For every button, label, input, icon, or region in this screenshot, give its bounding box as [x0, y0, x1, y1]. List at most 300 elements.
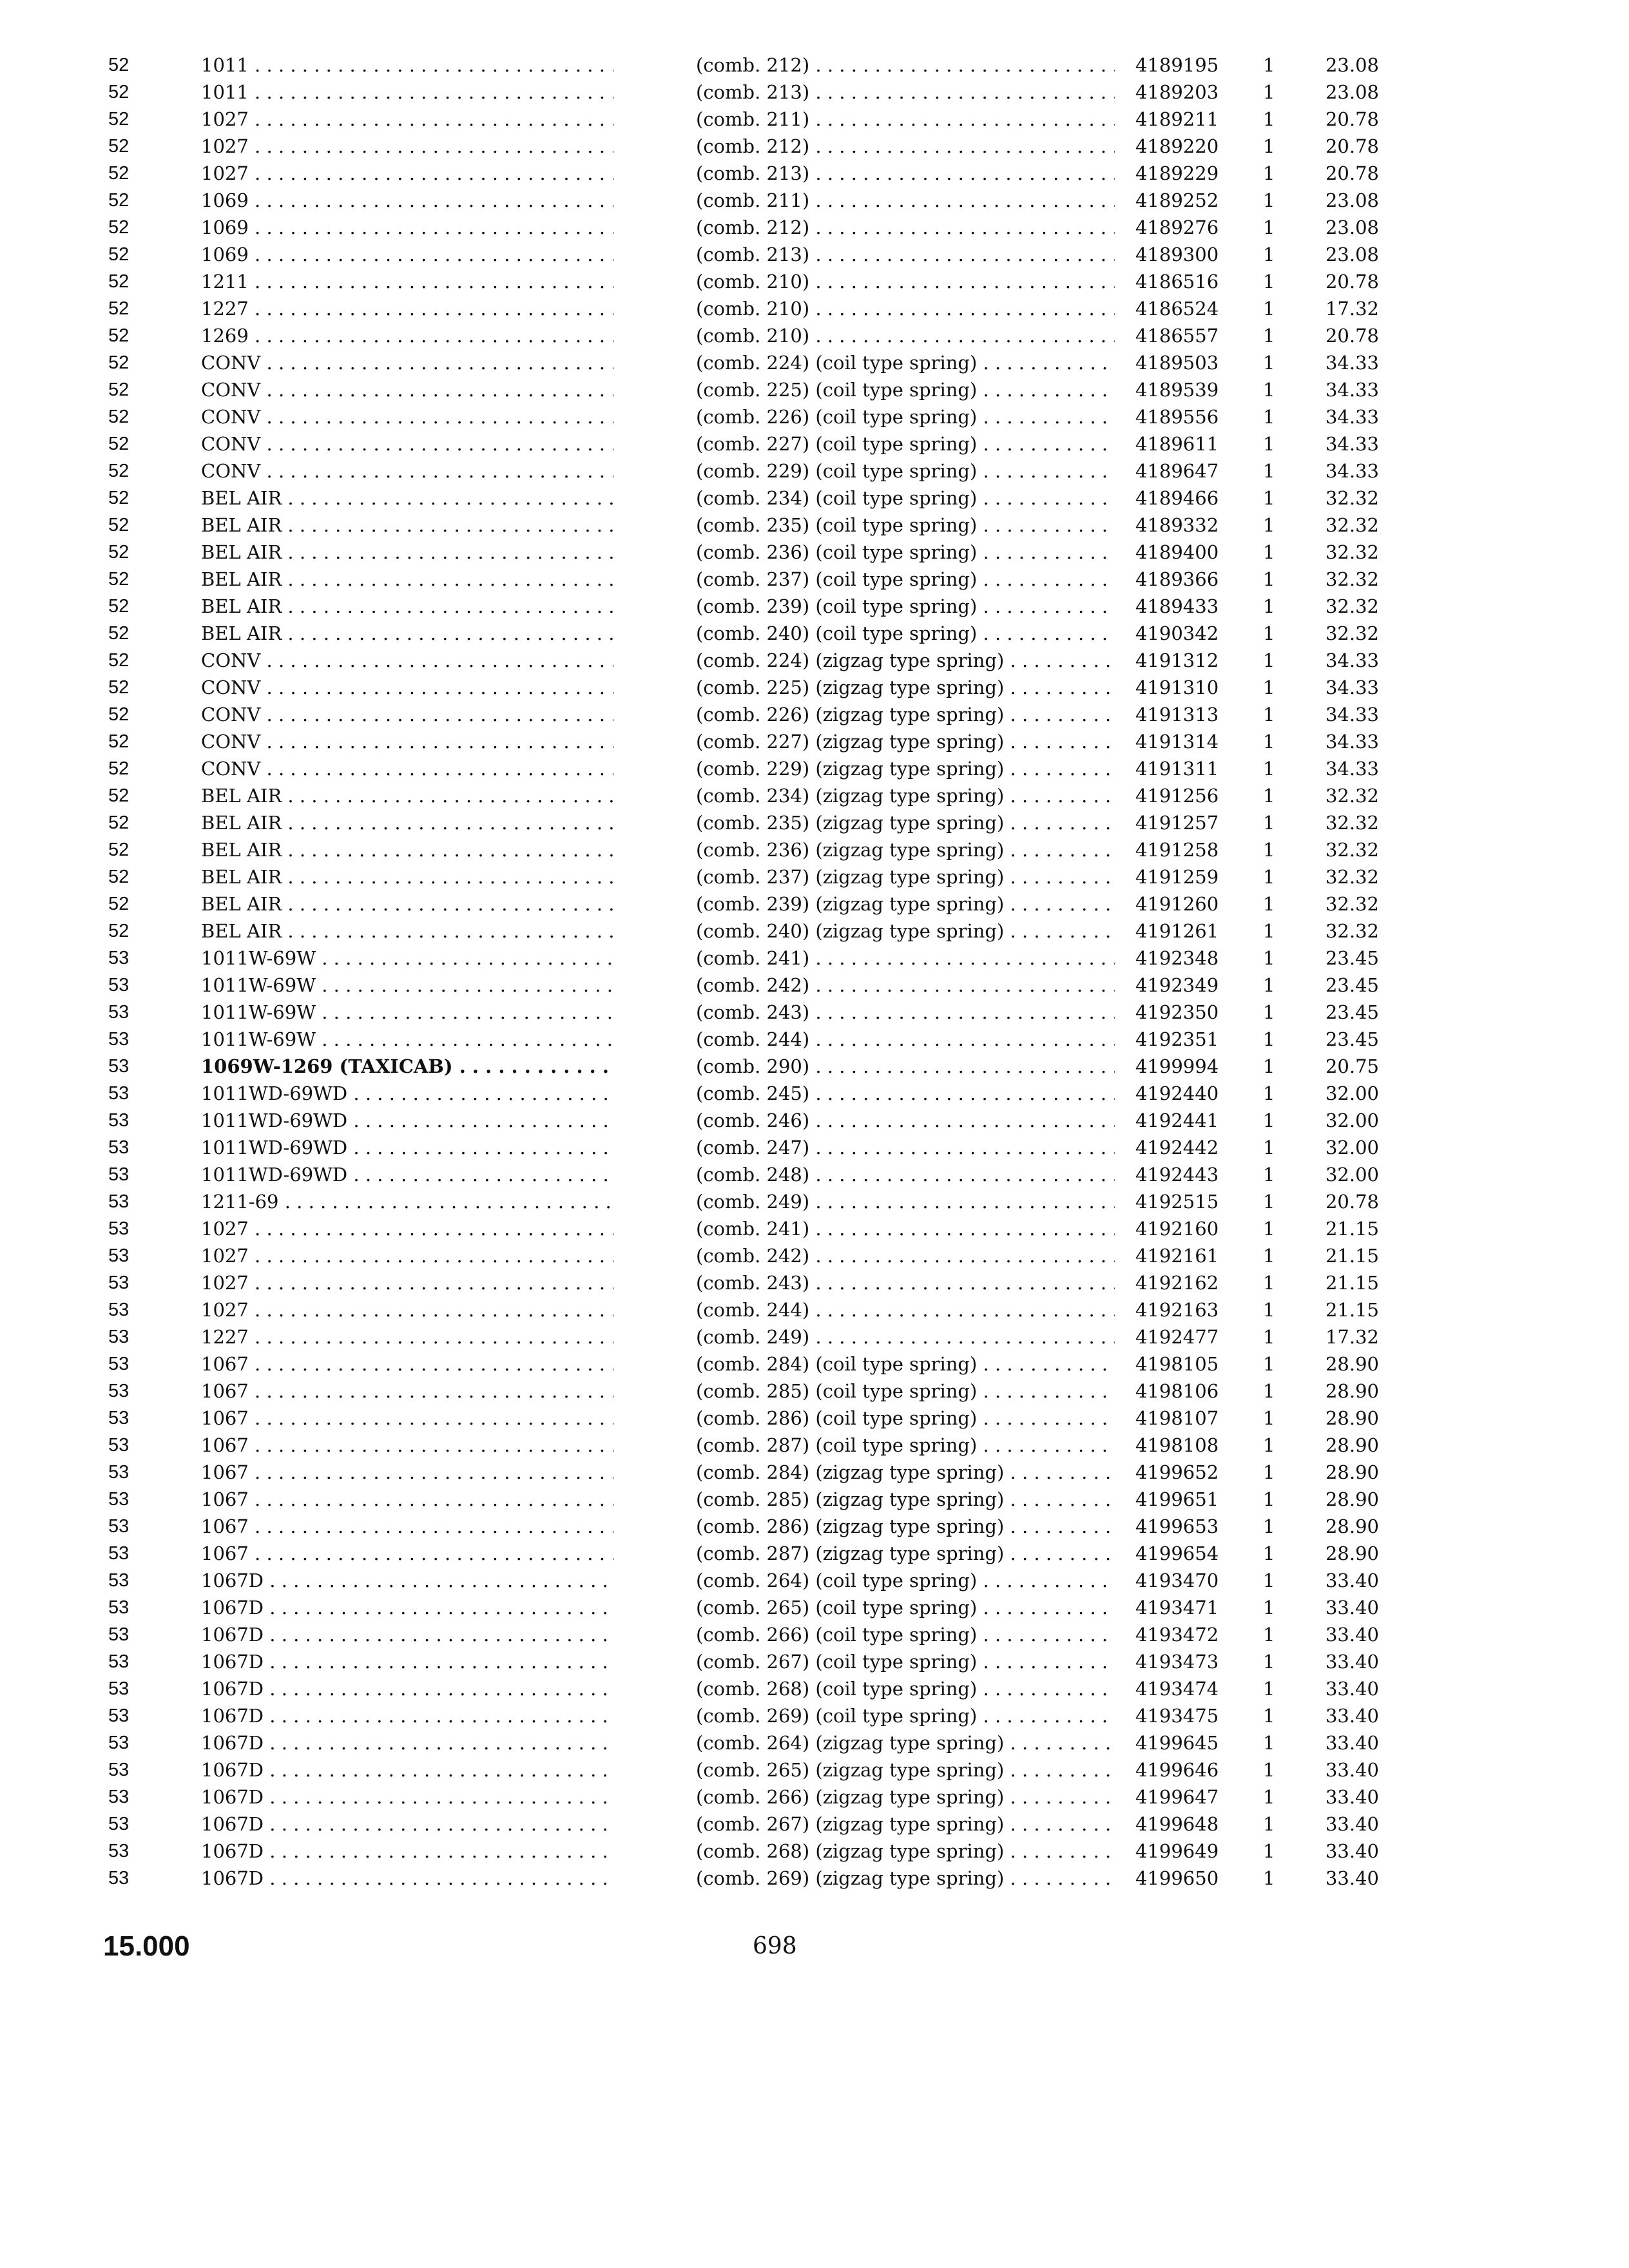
- quantity-cell: 1: [1263, 595, 1275, 617]
- table-row: [0, 1405, 1629, 1432]
- table-row: [0, 1838, 1629, 1865]
- price-cell: 33.40: [1325, 1813, 1379, 1835]
- combination-cell: (comb. 286) (coil type spring) . . .: [696, 1405, 1115, 1432]
- price-cell: 33.40: [1325, 1867, 1379, 1889]
- model-cell: CONV . . .: [201, 376, 613, 403]
- model-cell: 1227 . . .: [201, 295, 613, 322]
- table-row: [0, 701, 1629, 728]
- year-cell: 52: [108, 298, 130, 319]
- model-cell: BEL AIR . . .: [201, 512, 613, 539]
- combination-cell: (comb. 243) . . .: [696, 999, 1115, 1026]
- table-row: [0, 890, 1629, 918]
- price-cell: 33.40: [1325, 1705, 1379, 1727]
- part-number-cell: 4199654: [1135, 1542, 1219, 1564]
- part-number-cell: 4199650: [1135, 1867, 1219, 1889]
- quantity-cell: 1: [1263, 1164, 1275, 1186]
- year-cell: 53: [108, 1841, 130, 1861]
- part-number-cell: 4191261: [1135, 920, 1219, 942]
- model-cell: CONV . . .: [201, 647, 613, 674]
- part-number-cell: 4192348: [1135, 947, 1219, 969]
- table-row: [0, 1648, 1629, 1675]
- year-cell: 53: [108, 1651, 130, 1672]
- model-cell: 1067 . . .: [201, 1432, 613, 1459]
- part-number-cell: 4193473: [1135, 1651, 1219, 1673]
- part-number-cell: 4189220: [1135, 135, 1219, 157]
- price-cell: 21.15: [1325, 1218, 1379, 1240]
- year-cell: 52: [108, 109, 130, 130]
- model-cell: 1011WD-69WD . . .: [201, 1080, 613, 1107]
- quantity-cell: 1: [1263, 1461, 1275, 1483]
- table-row: [0, 268, 1629, 295]
- model-cell: 1011WD-69WD . . .: [201, 1161, 613, 1188]
- price-cell: 20.78: [1325, 135, 1379, 157]
- year-cell: 52: [108, 840, 130, 860]
- table-row: [0, 918, 1629, 945]
- part-number-cell: 4189276: [1135, 216, 1219, 238]
- model-cell: 1067D . . .: [201, 1865, 613, 1892]
- table-row: [0, 1053, 1629, 1080]
- table-row: [0, 241, 1629, 268]
- year-cell: 52: [108, 244, 130, 265]
- model-cell: 1269 . . .: [201, 322, 613, 349]
- part-number-cell: 4189195: [1135, 54, 1219, 76]
- price-cell: 21.15: [1325, 1245, 1379, 1267]
- year-cell: 53: [108, 1354, 130, 1374]
- part-number-cell: 4193474: [1135, 1678, 1219, 1700]
- year-cell: 52: [108, 758, 130, 779]
- part-number-cell: 4192440: [1135, 1082, 1219, 1104]
- part-number-cell: 4189647: [1135, 460, 1219, 482]
- model-cell: BEL AIR . . .: [201, 809, 613, 836]
- quantity-cell: 1: [1263, 325, 1275, 347]
- part-number-cell: 4189466: [1135, 487, 1219, 509]
- combination-cell: (comb. 246) . . .: [696, 1107, 1115, 1134]
- part-number-cell: 4191258: [1135, 839, 1219, 861]
- table-row: [0, 539, 1629, 566]
- year-cell: 52: [108, 677, 130, 698]
- combination-cell: (comb. 242) . . .: [696, 1242, 1115, 1269]
- combination-cell: (comb. 242) . . .: [696, 972, 1115, 999]
- combination-cell: (comb. 226) (zigzag type spring) . . .: [696, 701, 1115, 728]
- price-cell: 23.08: [1325, 81, 1379, 103]
- year-cell: 53: [108, 1164, 130, 1185]
- quantity-cell: 1: [1263, 677, 1275, 698]
- year-cell: 53: [108, 1218, 130, 1239]
- part-number-cell: 4199649: [1135, 1840, 1219, 1862]
- price-cell: 20.78: [1325, 162, 1379, 184]
- table-row: [0, 214, 1629, 241]
- model-cell: 1027 . . .: [201, 106, 613, 133]
- price-cell: 20.78: [1325, 108, 1379, 130]
- model-cell: 1027 . . .: [201, 1215, 613, 1242]
- table-row: [0, 620, 1629, 647]
- price-cell: 23.08: [1325, 244, 1379, 265]
- year-cell: 53: [108, 1760, 130, 1780]
- quantity-cell: 1: [1263, 162, 1275, 184]
- price-cell: 34.33: [1325, 460, 1379, 482]
- combination-cell: (comb. 268) (zigzag type spring) . . .: [696, 1838, 1115, 1865]
- price-cell: 33.40: [1325, 1624, 1379, 1646]
- price-cell: 32.00: [1325, 1164, 1379, 1186]
- combination-cell: (comb. 267) (zigzag type spring) . . .: [696, 1811, 1115, 1838]
- model-cell: 1067D . . .: [201, 1675, 613, 1702]
- model-cell: CONV . . .: [201, 755, 613, 782]
- year-cell: 53: [108, 1733, 130, 1753]
- part-number-cell: 4190342: [1135, 622, 1219, 644]
- model-cell: 1011W-69W . . .: [201, 999, 613, 1026]
- combination-cell: (comb. 244) . . .: [696, 1026, 1115, 1053]
- quantity-cell: 1: [1263, 81, 1275, 103]
- combination-cell: (comb. 224) (zigzag type spring) . . .: [696, 647, 1115, 674]
- quantity-cell: 1: [1263, 1759, 1275, 1781]
- model-cell: 1027 . . .: [201, 1296, 613, 1323]
- model-cell: 1069 . . .: [201, 214, 613, 241]
- year-cell: 53: [108, 948, 130, 968]
- table-row: [0, 322, 1629, 349]
- year-cell: 52: [108, 650, 130, 671]
- price-cell: 34.33: [1325, 649, 1379, 671]
- model-cell: BEL AIR . . .: [201, 890, 613, 918]
- quantity-cell: 1: [1263, 1082, 1275, 1104]
- price-cell: 28.90: [1325, 1488, 1379, 1510]
- combination-cell: (comb. 236) (coil type spring) . . .: [696, 539, 1115, 566]
- price-cell: 23.45: [1325, 1001, 1379, 1023]
- quantity-cell: 1: [1263, 731, 1275, 753]
- quantity-cell: 1: [1263, 1110, 1275, 1131]
- part-number-cell: 4199994: [1135, 1055, 1219, 1077]
- quantity-cell: 1: [1263, 1732, 1275, 1754]
- price-cell: 32.32: [1325, 785, 1379, 807]
- year-cell: 52: [108, 163, 130, 184]
- year-cell: 52: [108, 55, 130, 75]
- table-row: [0, 1188, 1629, 1215]
- quantity-cell: 1: [1263, 1055, 1275, 1077]
- model-cell: BEL AIR . . .: [201, 485, 613, 512]
- table-row: [0, 674, 1629, 701]
- model-cell: 1011WD-69WD . . .: [201, 1107, 613, 1134]
- year-cell: 52: [108, 596, 130, 617]
- combination-cell: (comb. 234) (zigzag type spring) . . .: [696, 782, 1115, 809]
- year-cell: 53: [108, 1300, 130, 1320]
- combination-cell: (comb. 285) (zigzag type spring) . . .: [696, 1486, 1115, 1513]
- table-row: [0, 1296, 1629, 1323]
- price-cell: 28.90: [1325, 1353, 1379, 1375]
- year-cell: 53: [108, 1706, 130, 1726]
- quantity-cell: 1: [1263, 514, 1275, 536]
- year-cell: 52: [108, 542, 130, 562]
- price-cell: 21.15: [1325, 1272, 1379, 1294]
- part-number-cell: 4199648: [1135, 1813, 1219, 1835]
- model-cell: 1067D . . .: [201, 1594, 613, 1621]
- quantity-cell: 1: [1263, 1434, 1275, 1456]
- table-row: [0, 1567, 1629, 1594]
- price-cell: 32.00: [1325, 1082, 1379, 1104]
- quantity-cell: 1: [1263, 487, 1275, 509]
- combination-cell: (comb. 245) . . .: [696, 1080, 1115, 1107]
- quantity-cell: 1: [1263, 568, 1275, 590]
- price-cell: 34.33: [1325, 433, 1379, 455]
- quantity-cell: 1: [1263, 1326, 1275, 1348]
- combination-cell: (comb. 284) (zigzag type spring) . . .: [696, 1459, 1115, 1486]
- year-cell: 52: [108, 434, 130, 454]
- price-cell: 33.40: [1325, 1759, 1379, 1781]
- table-row: [0, 836, 1629, 863]
- quantity-cell: 1: [1263, 1299, 1275, 1321]
- quantity-cell: 1: [1263, 1786, 1275, 1808]
- price-cell: 34.33: [1325, 758, 1379, 780]
- section-number: 15.000: [103, 1930, 190, 1962]
- year-cell: 53: [108, 1516, 130, 1537]
- combination-cell: (comb. 266) (zigzag type spring) . . .: [696, 1783, 1115, 1811]
- part-number-cell: 4193475: [1135, 1705, 1219, 1727]
- year-cell: 53: [108, 1110, 130, 1131]
- year-cell: 53: [108, 1083, 130, 1104]
- year-cell: 52: [108, 515, 130, 535]
- year-cell: 53: [108, 1056, 130, 1077]
- table-row: [0, 782, 1629, 809]
- table-row: [0, 1756, 1629, 1783]
- model-cell: 1067 . . .: [201, 1540, 613, 1567]
- model-cell: CONV . . .: [201, 701, 613, 728]
- part-number-cell: 4191260: [1135, 893, 1219, 915]
- model-cell: 1211-69 . . .: [201, 1188, 613, 1215]
- combination-cell: (comb. 267) (coil type spring) . . .: [696, 1648, 1115, 1675]
- part-number-cell: 4189211: [1135, 108, 1219, 130]
- table-row: [0, 430, 1629, 457]
- part-number-cell: 4191310: [1135, 677, 1219, 698]
- table-row: [0, 52, 1629, 79]
- part-number-cell: 4192350: [1135, 1001, 1219, 1023]
- year-cell: 53: [108, 1273, 130, 1293]
- combination-cell: (comb. 264) (zigzag type spring) . . .: [696, 1729, 1115, 1756]
- part-number-cell: 4192163: [1135, 1299, 1219, 1321]
- table-row: [0, 1350, 1629, 1378]
- table-row: [0, 1432, 1629, 1459]
- price-cell: 21.15: [1325, 1299, 1379, 1321]
- price-cell: 23.08: [1325, 189, 1379, 211]
- price-cell: 32.32: [1325, 866, 1379, 888]
- model-cell: 1067D . . .: [201, 1621, 613, 1648]
- combination-cell: (comb. 287) (zigzag type spring) . . .: [696, 1540, 1115, 1567]
- price-cell: 20.75: [1325, 1055, 1379, 1077]
- year-cell: 53: [108, 1435, 130, 1456]
- combination-cell: (comb. 212) . . .: [696, 214, 1115, 241]
- part-number-cell: 4199651: [1135, 1488, 1219, 1510]
- price-cell: 34.33: [1325, 352, 1379, 374]
- combination-cell: (comb. 211) . . .: [696, 106, 1115, 133]
- part-number-cell: 4192351: [1135, 1028, 1219, 1050]
- table-row: [0, 1107, 1629, 1134]
- model-cell: 1069 . . .: [201, 187, 613, 214]
- combination-cell: (comb. 265) (coil type spring) . . .: [696, 1594, 1115, 1621]
- part-number-cell: 4198108: [1135, 1434, 1219, 1456]
- quantity-cell: 1: [1263, 298, 1275, 320]
- quantity-cell: 1: [1263, 974, 1275, 996]
- part-number-cell: 4198106: [1135, 1380, 1219, 1402]
- quantity-cell: 1: [1263, 1624, 1275, 1646]
- model-cell: 1069W-1269 (TAXICAB) . . .: [201, 1053, 613, 1080]
- year-cell: 52: [108, 325, 130, 346]
- year-cell: 52: [108, 569, 130, 590]
- table-row: [0, 1269, 1629, 1296]
- price-cell: 28.90: [1325, 1434, 1379, 1456]
- price-cell: 17.32: [1325, 1326, 1379, 1348]
- part-number-cell: 4193471: [1135, 1597, 1219, 1619]
- combination-cell: (comb. 286) (zigzag type spring) . . .: [696, 1513, 1115, 1540]
- quantity-cell: 1: [1263, 839, 1275, 861]
- combination-cell: (comb. 212) . . .: [696, 133, 1115, 160]
- model-cell: BEL AIR . . .: [201, 863, 613, 890]
- table-row: [0, 647, 1629, 674]
- year-cell: 53: [108, 1002, 130, 1023]
- table-row: [0, 1215, 1629, 1242]
- model-cell: 1067 . . .: [201, 1486, 613, 1513]
- year-cell: 53: [108, 975, 130, 995]
- quantity-cell: 1: [1263, 271, 1275, 293]
- combination-cell: (comb. 229) (coil type spring) . . .: [696, 457, 1115, 485]
- combination-cell: (comb. 227) (zigzag type spring) . . .: [696, 728, 1115, 755]
- table-row: [0, 295, 1629, 322]
- part-number-cell: 4191311: [1135, 758, 1219, 780]
- combination-cell: (comb. 237) (coil type spring) . . .: [696, 566, 1115, 593]
- combination-cell: (comb. 247) . . .: [696, 1134, 1115, 1161]
- quantity-cell: 1: [1263, 379, 1275, 401]
- table-row: [0, 728, 1629, 755]
- model-cell: BEL AIR . . .: [201, 836, 613, 863]
- quantity-cell: 1: [1263, 433, 1275, 455]
- combination-cell: (comb. 239) (zigzag type spring) . . .: [696, 890, 1115, 918]
- combination-cell: (comb. 240) (zigzag type spring) . . .: [696, 918, 1115, 945]
- table-row: [0, 1540, 1629, 1567]
- combination-cell: (comb. 285) (coil type spring) . . .: [696, 1378, 1115, 1405]
- part-number-cell: 4192443: [1135, 1164, 1219, 1186]
- part-number-cell: 4198105: [1135, 1353, 1219, 1375]
- table-row: [0, 755, 1629, 782]
- year-cell: 52: [108, 921, 130, 941]
- part-number-cell: 4199645: [1135, 1732, 1219, 1754]
- combination-cell: (comb. 269) (coil type spring) . . .: [696, 1702, 1115, 1729]
- quantity-cell: 1: [1263, 1191, 1275, 1213]
- quantity-cell: 1: [1263, 758, 1275, 780]
- model-cell: 1211 . . .: [201, 268, 613, 295]
- part-number-cell: 4189229: [1135, 162, 1219, 184]
- price-cell: 33.40: [1325, 1840, 1379, 1862]
- quantity-cell: 1: [1263, 108, 1275, 130]
- table-row: [0, 106, 1629, 133]
- year-cell: 52: [108, 82, 130, 102]
- model-cell: BEL AIR . . .: [201, 566, 613, 593]
- part-number-cell: 4192515: [1135, 1191, 1219, 1213]
- part-number-cell: 4191313: [1135, 704, 1219, 726]
- year-cell: 53: [108, 1191, 130, 1212]
- combination-cell: (comb. 239) (coil type spring) . . .: [696, 593, 1115, 620]
- price-cell: 28.90: [1325, 1542, 1379, 1564]
- price-cell: 20.78: [1325, 1191, 1379, 1213]
- combination-cell: (comb. 210) . . .: [696, 322, 1115, 349]
- table-row: [0, 1594, 1629, 1621]
- combination-cell: (comb. 287) (coil type spring) . . .: [696, 1432, 1115, 1459]
- table-row: [0, 999, 1629, 1026]
- year-cell: 52: [108, 407, 130, 427]
- part-number-cell: 4191312: [1135, 649, 1219, 671]
- quantity-cell: 1: [1263, 1705, 1275, 1727]
- quantity-cell: 1: [1263, 135, 1275, 157]
- model-cell: 1067 . . .: [201, 1350, 613, 1378]
- part-number-cell: 4193472: [1135, 1624, 1219, 1646]
- year-cell: 52: [108, 894, 130, 914]
- parts-table: [0, 52, 1629, 1892]
- part-number-cell: 4199652: [1135, 1461, 1219, 1483]
- model-cell: 1011 . . .: [201, 79, 613, 106]
- price-cell: 23.45: [1325, 947, 1379, 969]
- table-row: [0, 1621, 1629, 1648]
- year-cell: 53: [108, 1624, 130, 1645]
- quantity-cell: 1: [1263, 1597, 1275, 1619]
- year-cell: 53: [108, 1570, 130, 1591]
- model-cell: CONV . . .: [201, 674, 613, 701]
- quantity-cell: 1: [1263, 866, 1275, 888]
- model-cell: BEL AIR . . .: [201, 782, 613, 809]
- combination-cell: (comb. 244) . . .: [696, 1296, 1115, 1323]
- model-cell: 1067 . . .: [201, 1378, 613, 1405]
- model-cell: 1027 . . .: [201, 133, 613, 160]
- year-cell: 53: [108, 1787, 130, 1807]
- part-number-cell: 4199646: [1135, 1759, 1219, 1781]
- year-cell: 52: [108, 488, 130, 508]
- quantity-cell: 1: [1263, 460, 1275, 482]
- year-cell: 53: [108, 1381, 130, 1401]
- combination-cell: (comb. 249) . . .: [696, 1323, 1115, 1350]
- quantity-cell: 1: [1263, 1678, 1275, 1700]
- quantity-cell: 1: [1263, 352, 1275, 374]
- quantity-cell: 1: [1263, 1570, 1275, 1591]
- combination-cell: (comb. 249) . . .: [696, 1188, 1115, 1215]
- quantity-cell: 1: [1263, 1380, 1275, 1402]
- year-cell: 53: [108, 1029, 130, 1050]
- price-cell: 33.40: [1325, 1678, 1379, 1700]
- price-cell: 34.33: [1325, 406, 1379, 428]
- part-number-cell: 4192349: [1135, 974, 1219, 996]
- table-row: [0, 485, 1629, 512]
- table-row: [0, 1080, 1629, 1107]
- table-row: [0, 1161, 1629, 1188]
- year-cell: 53: [108, 1462, 130, 1483]
- table-row: [0, 160, 1629, 187]
- model-cell: 1067D . . .: [201, 1811, 613, 1838]
- year-cell: 53: [108, 1489, 130, 1510]
- price-cell: 32.32: [1325, 514, 1379, 536]
- combination-cell: (comb. 268) (coil type spring) . . .: [696, 1675, 1115, 1702]
- quantity-cell: 1: [1263, 1245, 1275, 1267]
- price-cell: 28.90: [1325, 1407, 1379, 1429]
- table-row: [0, 593, 1629, 620]
- price-cell: 33.40: [1325, 1732, 1379, 1754]
- quantity-cell: 1: [1263, 812, 1275, 834]
- price-cell: 32.32: [1325, 893, 1379, 915]
- model-cell: 1011W-69W . . .: [201, 972, 613, 999]
- combination-cell: (comb. 234) (coil type spring) . . .: [696, 485, 1115, 512]
- combination-cell: (comb. 213) . . .: [696, 241, 1115, 268]
- part-number-cell: 4189203: [1135, 81, 1219, 103]
- price-cell: 32.32: [1325, 568, 1379, 590]
- combination-cell: (comb. 210) . . .: [696, 295, 1115, 322]
- model-cell: 1067D . . .: [201, 1838, 613, 1865]
- quantity-cell: 1: [1263, 541, 1275, 563]
- model-cell: 1067D . . .: [201, 1756, 613, 1783]
- combination-cell: (comb. 226) (coil type spring) . . .: [696, 403, 1115, 430]
- part-number-cell: 4199647: [1135, 1786, 1219, 1808]
- table-row: [0, 1811, 1629, 1838]
